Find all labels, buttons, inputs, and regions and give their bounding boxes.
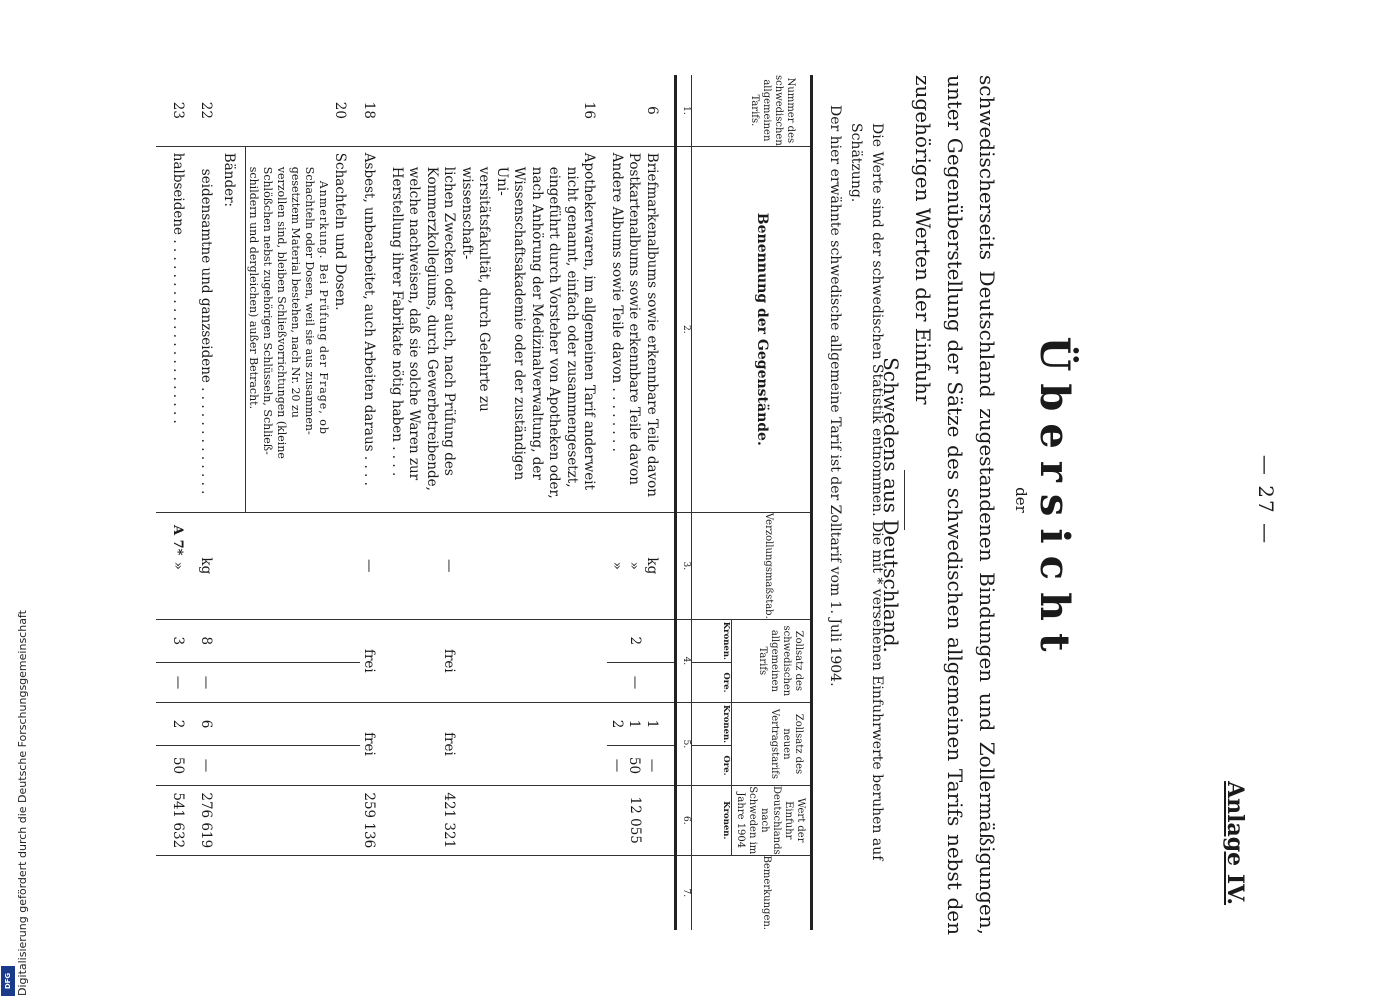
treaty-rate: frei: [388, 702, 608, 785]
remarks: [360, 855, 388, 930]
table-row: [197, 75, 221, 930]
general-oere: —: [608, 662, 676, 702]
subheader-oere: Öre.: [692, 662, 732, 702]
remarks: [388, 855, 608, 930]
table-row: [246, 75, 360, 930]
general-rate: frei: [360, 619, 388, 702]
import-value: 541 632: [157, 785, 197, 855]
tariff-table: [157, 75, 814, 930]
header-treaty-tariff: Zollsatz des neuen Vertragstarifs: [732, 702, 812, 785]
dfg-logo-icon: DFG: [1, 966, 15, 996]
general-kronen: 2: [608, 619, 676, 662]
goods-description: Asbest, unbearbeitet, auch Arbeiten daraus . . . .: [360, 146, 388, 512]
column-number: 1.: [676, 75, 692, 146]
tariff-number: 23: [157, 75, 197, 146]
header-goods: Benennung der Gegenstände.: [692, 146, 812, 512]
treaty-oere: —: [197, 746, 221, 786]
group-heading: Bänder:: [220, 146, 246, 512]
column-number: 3.: [676, 512, 692, 619]
tariff-number: 16: [388, 75, 608, 146]
treaty-kronen: 1 1 2: [608, 702, 676, 745]
table-row: [388, 75, 608, 930]
divider: [904, 470, 905, 530]
page-title: Übersicht: [1031, 336, 1078, 664]
general-rate: frei: [388, 619, 608, 702]
annex-label: Anlage IV.: [1222, 781, 1248, 905]
header-unit: Verzollungsmaßstab.: [692, 512, 812, 619]
goods-description: seidensamtne und ganzseidene . . . . . . . . . . . . .: [197, 146, 221, 512]
sheet-signature: A 7*: [170, 525, 185, 556]
unit: kg: [197, 512, 221, 619]
tariff-number: 6: [608, 75, 676, 146]
goods-description: Briefmarkenalbums sowie erkennbare Teile davon Postkartenalbums sowie erkennbare Teile davon Andere Albums sowie Teile davon . . . . . . . .: [608, 146, 676, 512]
goods-description: Schachteln und Dosen. Anmerkung. Bei Prüfung der Frage, ob Schachteln oder Dosen, weil sie aus zusammen- gesetztem Material bestehen, nach Nr. 20 zu verzollen sind, bleiben Schließvorrichtungen (kleine Schlößchen nebst zugehörigen Schlüsseln, Schließ- schildern und dergleichen) außer Betracht.: [246, 146, 360, 512]
subheader-oere: Öre.: [692, 746, 732, 786]
table-row: [220, 75, 246, 930]
remarks: [608, 855, 676, 930]
tariff-number: 20: [246, 75, 360, 146]
treaty-rate: frei: [360, 702, 388, 785]
treaty-kronen: 6: [197, 702, 221, 745]
title-connector: der: [1012, 487, 1030, 513]
general-kronen: 3: [157, 619, 197, 662]
remarks: [197, 855, 221, 930]
header-import-value: Wert der Einfuhr Deutschlands nach Schweden im Jahre 1904: [732, 785, 812, 855]
import-value: 12 055: [608, 785, 676, 855]
column-number: 4.: [676, 619, 692, 702]
subheader-kronen: Kronen.: [692, 619, 732, 662]
column-number: 2.: [676, 146, 692, 512]
treaty-oere: 50: [157, 746, 197, 786]
page-subtitle: schwedischerseits Deutschland zugestandenen Bindungen und Zollermäßigungen, unter Gegenüberstellung der Sätze des schwedischen allgemeinen Tarifs nebst den zugehörigen Werten der Einfuhr Schwedens aus Deutschland.: [879, 75, 999, 935]
header-remarks: Bemerkungen.: [761, 855, 772, 930]
general-oere: —: [197, 662, 221, 702]
tariff-number: 22: [197, 75, 221, 146]
unit: —: [360, 512, 388, 619]
page-number: — 27 —: [1254, 454, 1278, 546]
unit: kg » »: [608, 512, 676, 619]
column-number: 6.: [676, 785, 692, 855]
subheader-kronen: Kronen.: [692, 785, 732, 855]
import-value: 259 136: [360, 785, 388, 855]
table-row: [157, 75, 197, 930]
table-row: [608, 75, 676, 930]
header-general-tariff: Zollsatz des schwedischen allgemeinen Tarifs: [732, 619, 812, 702]
table-row: [360, 75, 388, 930]
unit: [246, 512, 360, 619]
goods-description: Apothekerwaren, im allgemeinen Tarif anderweit nicht genannt, einfach oder zusammengesetzt, eingeführt durch Vorsteher von Apotheken oder, nach Anhörung der Medizinalverwaltung, der Wissenschaftsakademie oder der zuständigen Uni- versitätsfakultät, durch Gelehrte zu wissenschaft- lichen Zwecken oder auch, nach Prüfung des Kommerzkollegiums, durch Gewerbetreibende, welche nachweisen, daß sie solche Waren zur Herstellung ihrer Fabrikate nötig haben . . . .: [388, 146, 608, 512]
footer-credit: Digitalisierung gefördert durch die Deutsche Forschungsgemeinschaft: [16, 610, 29, 996]
intro-note: Die Werte sind der schwedischen Statistik entnommen. Die mit * versehenen Einfuhrwerte beruhen auf Schätzung. Der hier erwähnte schwedische allgemeine Tarif ist der Zolltarif vom 1. Juli 1904.: [827, 105, 885, 861]
general-oere: —: [157, 662, 197, 702]
tariff-number: 18: [360, 75, 388, 146]
column-numbers: [676, 75, 692, 930]
general-kronen: 8: [197, 619, 221, 662]
unit: »: [157, 512, 197, 619]
remarks: [157, 855, 197, 930]
annotation: Anmerkung. Bei Prüfung der Frage, ob Schachteln oder Dosen, weil sie aus zusammen- gesetztem Material bestehen, nach Nr. 20 zu verzollen sind, bleiben Schließvorrichtungen (kleine Schlößchen nebst zugehörigen Schlüsseln, Schließ- schildern und dergleichen) außer Betracht.: [247, 166, 331, 459]
goods-description: halbseidene . . . . . . . . . . . . . . . . . . . . . .: [157, 146, 197, 512]
treaty-oere: — 50 —: [608, 746, 676, 786]
import-value: 421 321: [388, 785, 608, 855]
import-value: 276 619: [197, 785, 221, 855]
treaty-kronen: 2: [157, 702, 197, 745]
column-number: 5.: [676, 702, 692, 785]
header-tariff-number: Nummer des schwedischen allgemeinen Tarifs.: [692, 75, 812, 146]
subheader-kronen: Kronen.: [692, 702, 732, 745]
unit: —: [388, 512, 608, 619]
column-number: 7.: [676, 855, 692, 930]
table-header: [732, 75, 812, 930]
